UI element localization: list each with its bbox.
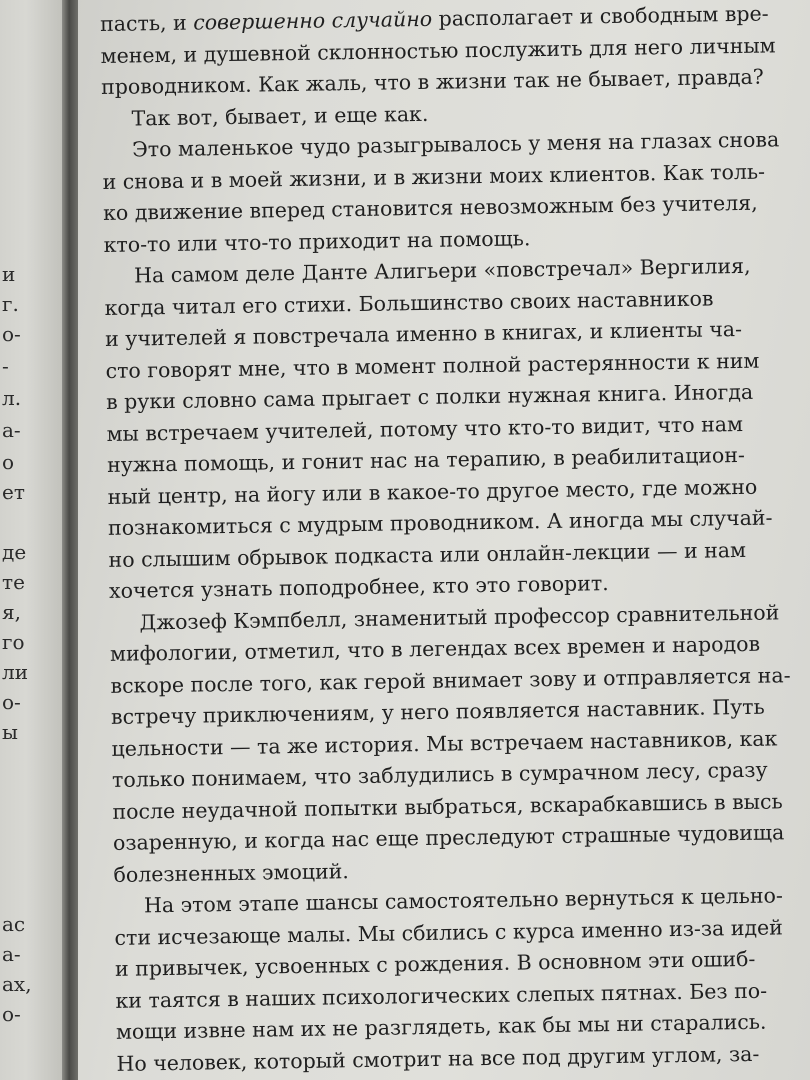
text-line: нужна помощь, и гонит нас на терапию, в реабилитацион- <box>106 442 746 477</box>
text-line: ки таятся в наших психологических слепых пятнах. Без по- <box>115 978 768 1013</box>
left-fragment: о- <box>2 322 21 346</box>
text-line: мы встречаем учителей, потому что кто-то видит, что нам <box>106 411 744 446</box>
left-fragment: и <box>2 262 16 286</box>
text-line: озаренную, и когда нас еще преследуют страшные чудовища <box>112 820 785 855</box>
left-fragment: ы <box>2 720 18 744</box>
paragraph-start-line: На этом этапе шансы самостоятельно вернуться к цельно- <box>143 883 783 918</box>
text-line: и снова и в моей жизни, и в жизни моих клиентов. Как толь- <box>102 159 766 194</box>
text-line: пасть, и совершенно случайно располагает и свободным вре- <box>99 1 769 36</box>
text-line: и учителей я повстречала именно в книгах, и клиенты ча- <box>104 316 743 351</box>
text-line: цельности — та же история. Мы встречаем наставников, как <box>111 725 778 761</box>
left-fragment: о <box>2 450 15 474</box>
paragraph-start-line: Так вот, бывает, и еще как. <box>131 101 429 131</box>
paragraph-start-line: Джозеф Кэмпбелл, знаменитый профессор сравнительной <box>139 599 780 634</box>
left-fragment: а- <box>2 942 21 966</box>
left-fragment: ет <box>2 480 25 504</box>
left-fragment: де <box>2 540 27 564</box>
left-fragment: го <box>2 630 25 654</box>
text-line: вскоре после того, как герой внимает зову и отправляется на- <box>110 662 791 698</box>
text-line: когда читал его стихи. Большинство своих наставников <box>104 285 714 320</box>
text-line: мощи извне нам их не разглядеть, как бы мы ни старались. <box>115 1009 767 1044</box>
left-fragment: о- <box>2 690 21 714</box>
left-fragment: а- <box>2 418 21 442</box>
paragraph-start-line: Это маленькое чудо разыгрывалось у меня на глазах снова <box>131 127 780 162</box>
text-line: и привычек, усвоенных с рождения. В основном эти ошиб- <box>114 946 756 981</box>
left-fragment: ах, <box>2 972 32 996</box>
left-fragment: г. <box>2 292 19 316</box>
text-line: болезненных эмоций. <box>113 858 350 887</box>
left-fragment: те <box>2 570 25 594</box>
book-gutter <box>62 0 78 1080</box>
left-fragment: о- <box>2 1002 21 1026</box>
text-line: ный центр, на йогу или в какое-то другое место, где можно <box>107 474 758 509</box>
left-fragment: - <box>2 354 9 378</box>
text-line: хочется узнать поподробнее, кто это говорит. <box>108 571 609 603</box>
text-line: только понимаем, что заблудились в сумрачном лесу, сразу <box>111 757 768 792</box>
left-fragment: я, <box>2 600 21 624</box>
text-line: Но человек, который смотрит на все под другим углом, за- <box>116 1041 760 1076</box>
text-line: сти исчезающе малы. Мы сбились с курса именно из-за идей <box>114 914 784 950</box>
text-line: менем, и душевной склонностью послужить для него личным <box>100 32 776 68</box>
text-line: после неудачной попытки выбраться, вскарабкавшись в высь <box>112 788 783 824</box>
text-line: но слышим обрывок подкаста или онлайн-лекции — и нам <box>108 537 747 572</box>
text-line: проводником. Как жаль, что в жизни так не бывает, правда? <box>100 64 764 99</box>
left-page-text-fragments <box>0 0 60 1080</box>
left-fragment: ас <box>2 912 26 936</box>
left-fragment: л. <box>2 386 22 410</box>
text-line: мифологии, отметил, что в легендах всех времен и народов <box>109 631 761 666</box>
text-line: познакомиться с мудрым проводником. А иногда мы случай- <box>107 505 773 540</box>
text-line: кто-то или что-то приходит на помощь. <box>103 225 531 257</box>
text-line: встречу приключениям, у него появляется наставник. Путь <box>110 694 765 729</box>
left-fragment: ли <box>2 660 29 684</box>
text-line: в руки словно сама прыгает с полки нужная книга. Иногда <box>105 379 754 414</box>
italic-emphasis: совершенно случайно <box>193 6 433 35</box>
page-body-text <box>100 3 810 1080</box>
paragraph-start-line: На самом деле Данте Алигьери «повстречал» Вергилия, <box>133 253 751 288</box>
text-line: сто говорят мне, что в момент полной растерянности к ним <box>105 348 760 383</box>
text-line: ко движение вперед становится невозможным без учителя, <box>102 190 758 225</box>
